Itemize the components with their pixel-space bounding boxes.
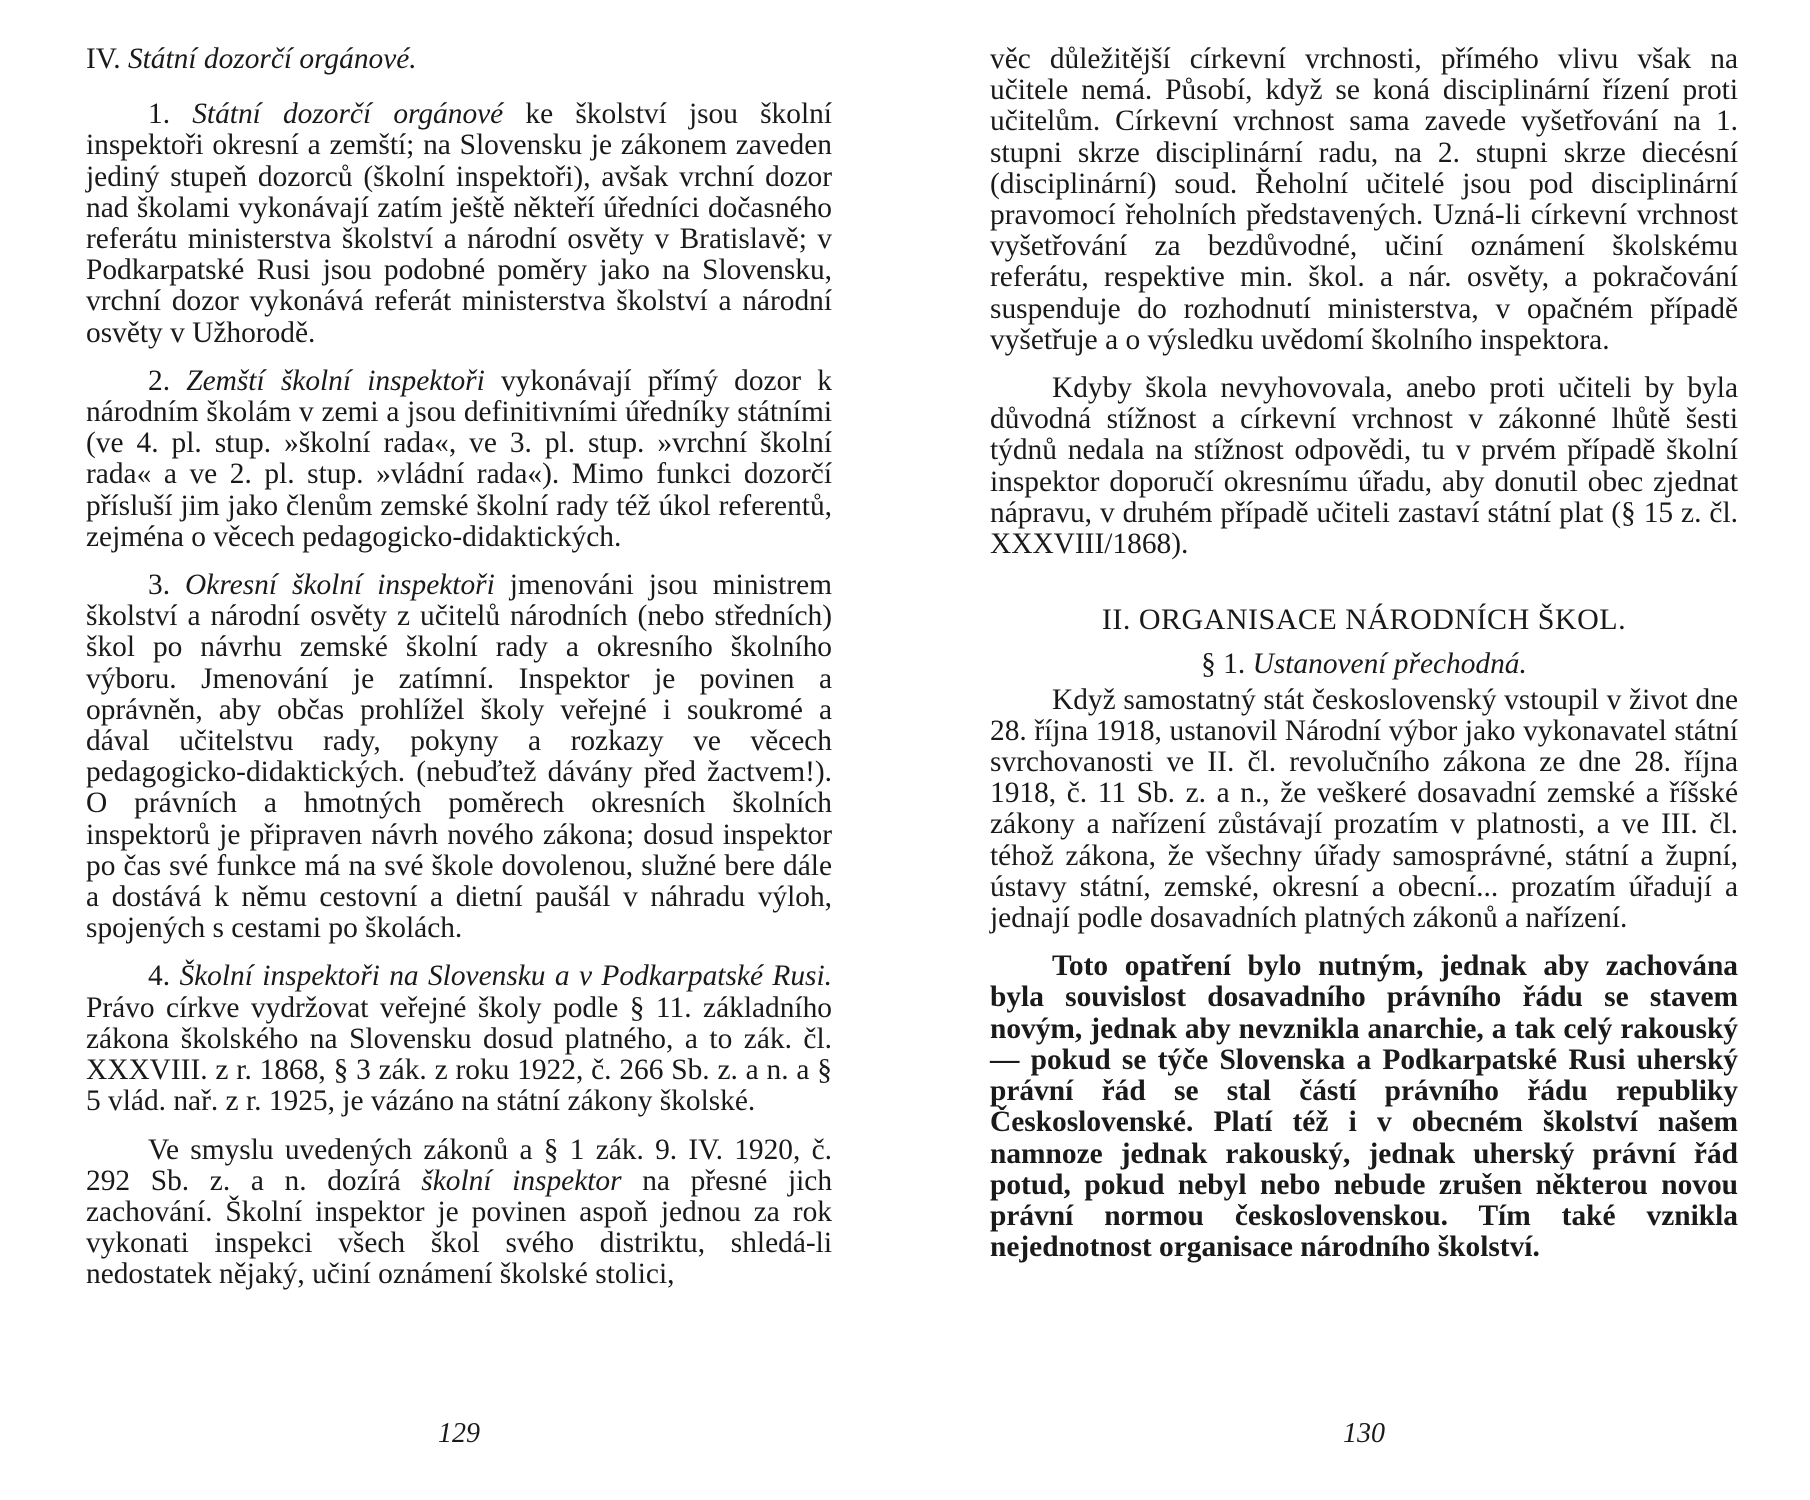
paragraph-4	[86, 961, 832, 1117]
right-page-text	[990, 44, 1738, 1263]
paragraph-text: vykonávají přímý dozor k národním školám v zemi a jsou definitivními úředníky státními (ve 4. pl. stup. »školní rada«, ve 3. pl. stup. »vrchní školní rada« a ve 2. pl. stup. »vládní rada«). Mimo funkci dozorčí přísluší jim jako členům zemské školní rady též úkol referentů, zejména o věcech pedagogicko-didaktických.	[86, 364, 832, 553]
paragraph-lead: Zemští školní inspektoři	[186, 364, 485, 397]
chapter-heading-number: IV.	[86, 43, 121, 75]
paragraph-legal-order: Toto opatření bylo nutným, jednak aby zachována byla souvislost dosavadního právního řádu se stavem novým, jednak aby nevznikla anarchie, a tak celý rakouský — pokud se týče Slovenska a Podkarpatské Rusi uherský právní řád se stal částí právního řádu republiky Československé. Platí též i v obecném školství našem namnoze jednak rakouský, jednak uherský právní řád potud, pokud nebyl nebo nebude zrušen některou novou právní normou československou. Tím také vznikla nejednotnost organisace národního školství.	[990, 950, 1738, 1264]
paragraph-number: 4.	[148, 960, 171, 993]
paragraph-2	[86, 366, 832, 553]
paragraph-emphasis: školní inspektor	[421, 1164, 622, 1197]
paragraph-3	[86, 570, 832, 944]
paragraph-number: 1.	[148, 98, 171, 131]
paragraph-text: jmenováni jsou ministrem školství a národní osvěty z učitelů národních (nebo středních) škol po návrhu zemské školní rady a okresního školního výboru. Jmenování je zatímní. Inspektor je povinen a oprávněn, aby občas prohlížel školy veřejné i soukromé a dával učitelstvu rady, pokyny a rozkazy ve věcech pedagogicko-didaktických. (nebuďtež dávány před žactvem!). O právních a hmotných poměrech okresních školních inspektorů je připraven návrh nového zákona; dosud inspektor po čas své funkce má na své škole dovolenou, služné bere dále a dostává k němu cestovní a dietní paušál v náhradu výloh, spojených s cestami po školách.	[86, 569, 832, 945]
paragraph-lead: Okresní školní inspektoři	[185, 569, 495, 602]
paragraph-number: 2.	[148, 364, 171, 397]
paragraph-continued: věc důležitější církevní vrchnosti, přímého vlivu však na učitele nemá. Působí, když se koná disciplinární řízení proti učitelům. Církevní vrchnost sama zavede vyšetřování na 1. stupni skrze disciplinární radu, na 2. stupni skrze diecésní (disciplinární) soud. Řeholní učitelé jsou pod disciplinární pravomocí řeholních představených. Uzná-li církevní vrchnost vyšetřování za bezdůvodné, učiní oznámení školskému referátu, respektive min. škol. a nár. osvěty, a pokračování suspenduje do rozhodnutí ministerstva, v opačném případě vyšetřuje a o výsledku uvědomí školního inspektora.	[990, 43, 1738, 356]
paragraph-text: na přesné jich zachování. Školní inspektor je povinen aspoň jednou za rok vykonati inspekci všech škol svého distriktu, shledá-li nedostatek nějaký, učiní oznámení školské stolici,	[86, 1164, 833, 1291]
paragraph-lead: Státní dozorčí orgánové	[192, 98, 504, 131]
page-number-right: 130	[1343, 1418, 1385, 1449]
paragraph-lead: Školní inspektoři na Slovensku a v Podkarpatské Rusi.	[179, 960, 832, 993]
paragraph-number: 3.	[148, 569, 171, 602]
subsection-heading	[990, 649, 1738, 680]
chapter-heading	[86, 44, 832, 75]
paragraph-complaint: Kdyby škola nevyhovovala, anebo proti učiteli by byla důvodná stížnost a církevní vrchnost v zákonné lhůtě šesti týdnů nedala na stížnost odpovědi, tu v prvém případě školní inspektor doporučí okresnímu úřadu, aby donutil obec zjednat nápravu, v druhém případě učiteli zastaví státní plat (§ 15 z. čl. XXXVIII/1868).	[990, 372, 1738, 561]
subsection-title: Ustanovení přechodná.	[1252, 648, 1527, 681]
paragraph-text: ke školství jsou školní inspektoři okresní a zemští; na Slovensku je zákonem zaveden jediný stupeň dozorců (školní inspektoři), avšak vrchní dozor nad školami vykonávají zatím ještě někteří úředníci dočasného referátu ministerstva školství a národní osvěty v Bratislavě; v Podkarpatské Rusi jsou podobné poměry jako na Slovensku, vrchní dozor vykonává referát ministerstva školství a národní osvěty v Užhorodě.	[86, 98, 832, 349]
page-number-left: 129	[438, 1418, 480, 1449]
paragraph-1	[86, 99, 832, 349]
chapter-heading-title: Státní dozorčí orgánové.	[127, 43, 417, 75]
left-page	[86, 0, 833, 1449]
paragraph-5	[86, 1135, 832, 1291]
subsection-number: § 1.	[1201, 648, 1246, 681]
paragraph-text: Právo církve vydržovat veřejné školy podle § 11. základního zákona školského na Slovensku dosud platného, a to zák. čl. XXXVIII. z r. 1868, § 3 zák. z roku 1922, č. 266 Sb. z. a n. a § 5 vlád. nař. z r. 1925, je vázáno na státní zákony školské.	[86, 991, 832, 1118]
paragraph-text: Ve smyslu uvedených zákonů a § 1 zák. 9. IV. 1920, č. 292 Sb. z. a n. dozírá	[86, 1133, 832, 1197]
right-page	[990, 0, 1738, 1449]
section-heading: II. ORGANISACE NÁRODNÍCH ŠKOL.	[1101, 603, 1627, 637]
paragraph-transition: Když samostatný stát československý vstoupil v život dne 28. října 1918, ustanovil Národní výbor jako vykonavatel státní svrchovanosti ve II. čl. revolučního zákona ze dne 28. října 1918, č. 11 Sb. z. a n., že veškeré dosavadní zemské a říšské zákony a nařízení zůstávají prozatím v platnosti, a ve III. čl. téhož zákona, že všechny úřady samosprávné, státní a župní, ústavy státní, zemské, okresní a obecní... prozatím úřadují a jednají podle dosavadních platných zákonů a nařízení.	[990, 683, 1738, 935]
left-page-text	[86, 44, 832, 1291]
